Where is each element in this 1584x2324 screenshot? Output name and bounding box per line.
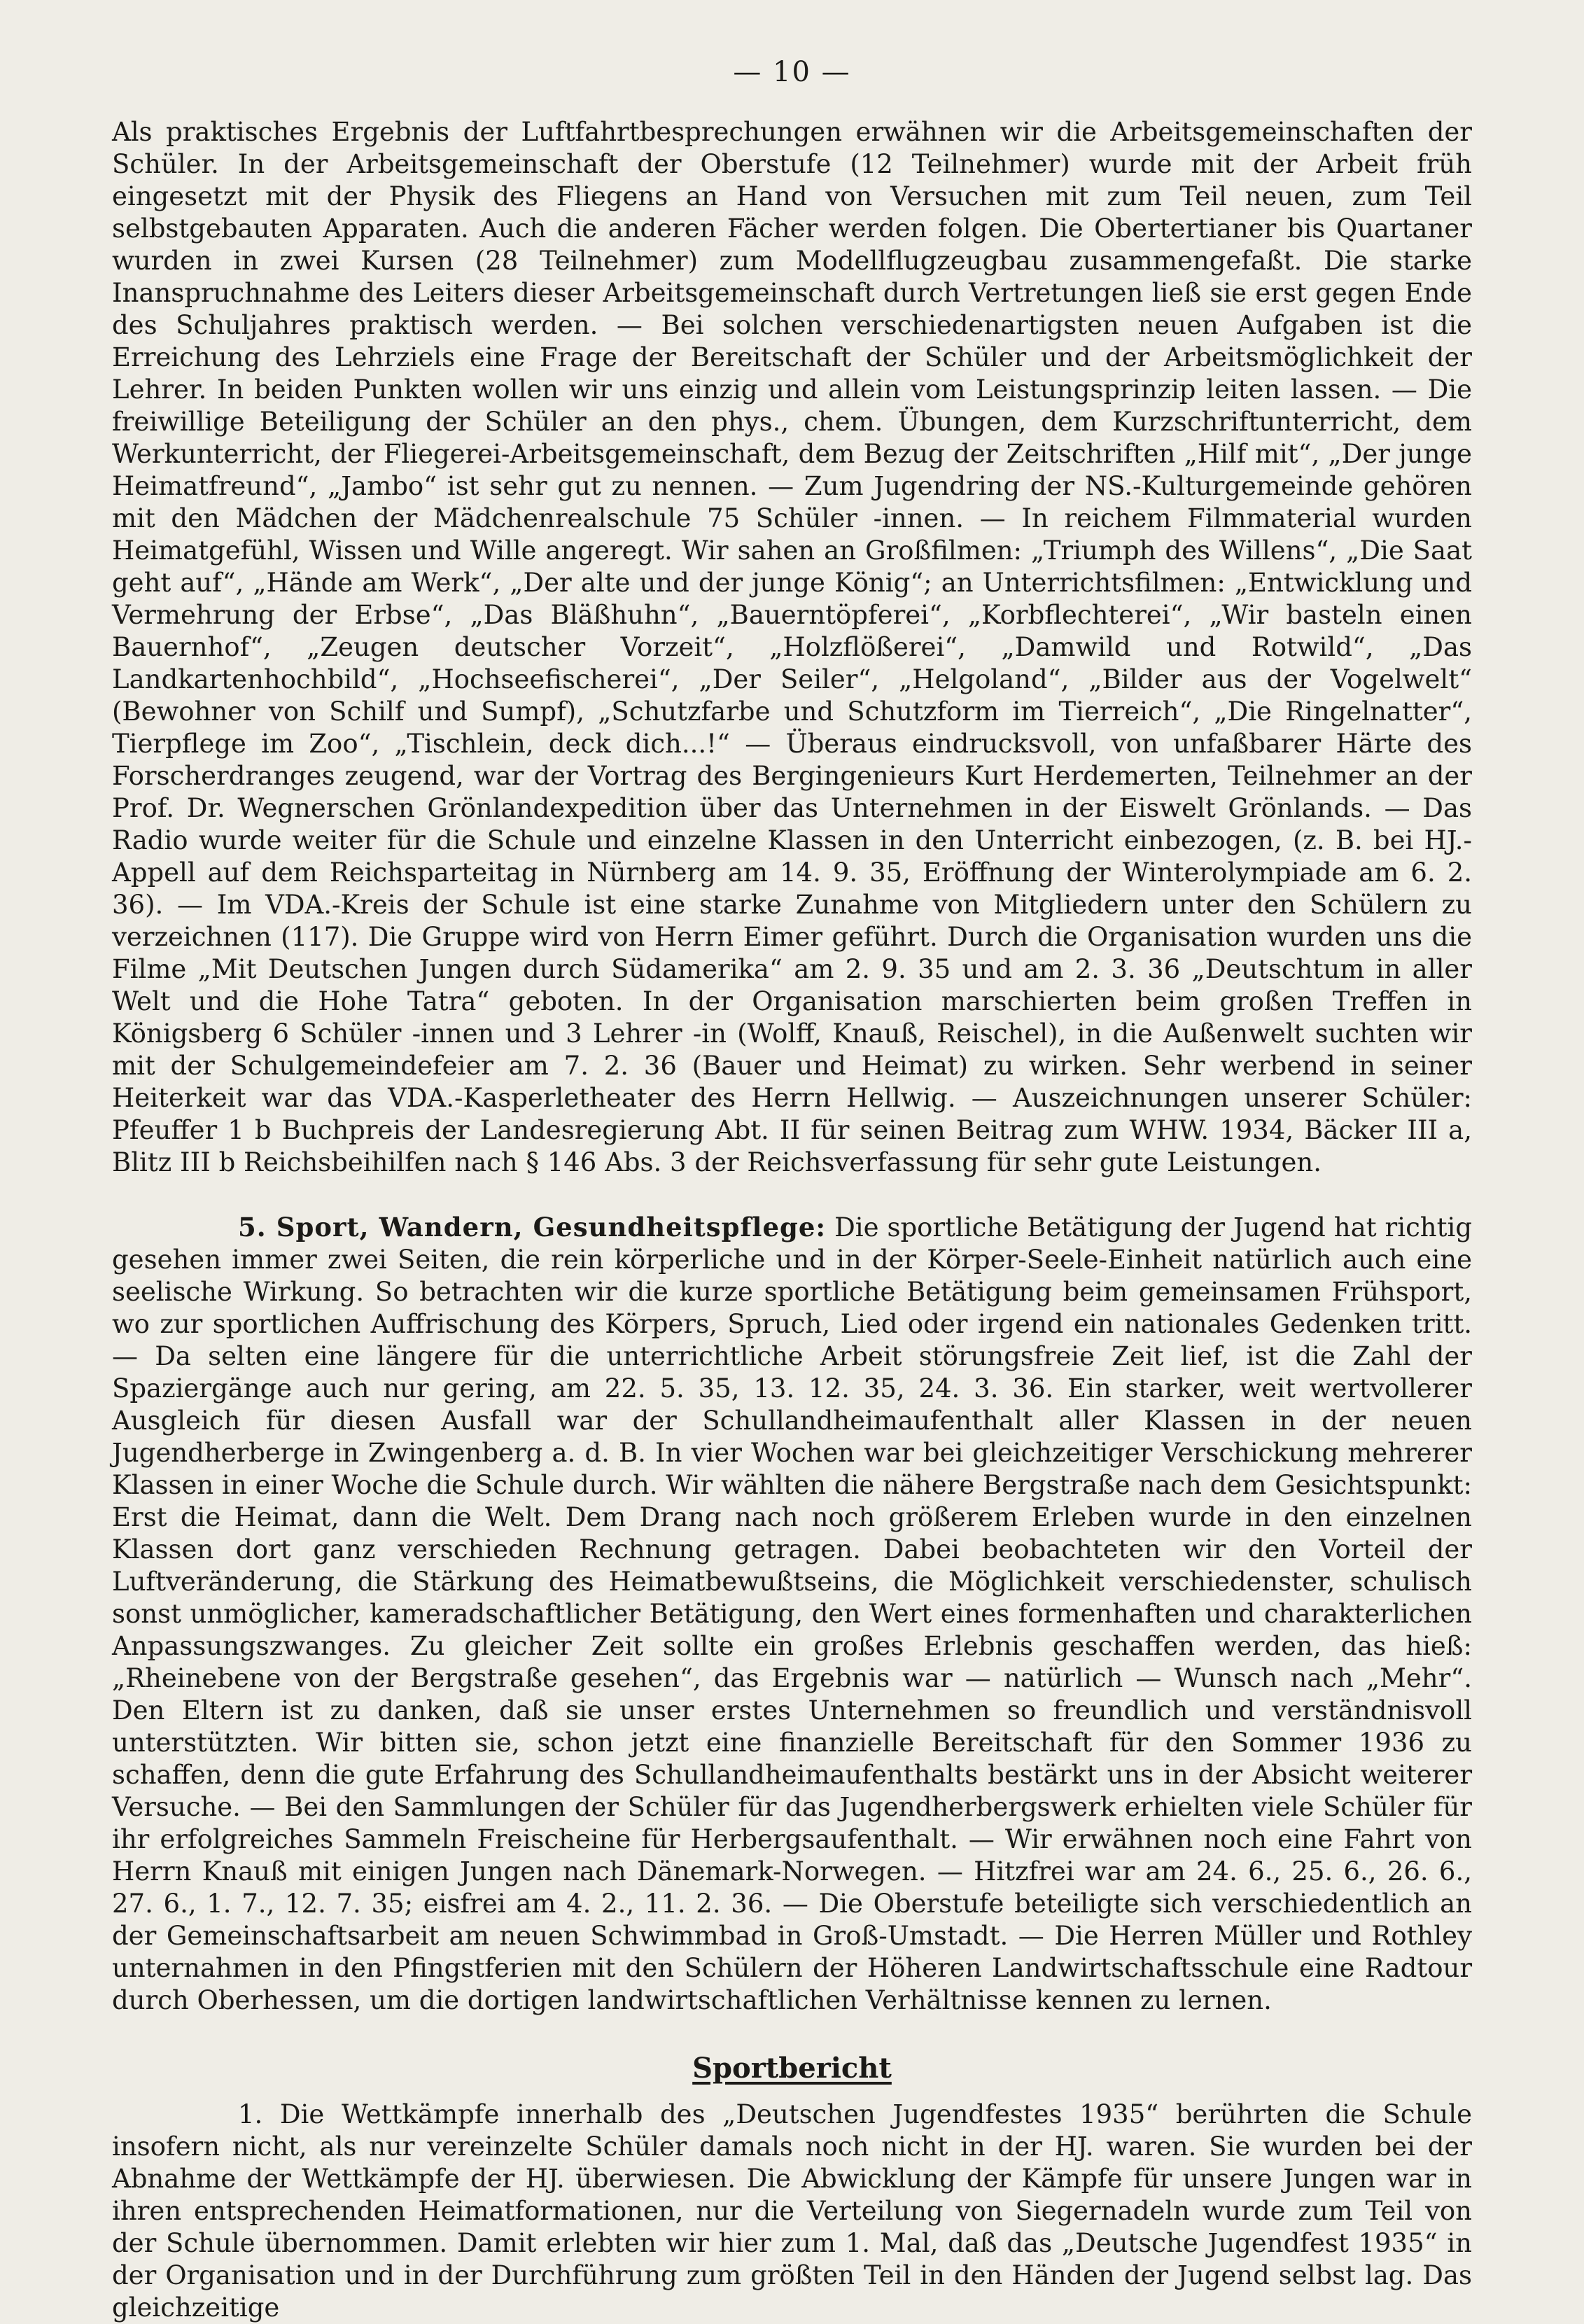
sportbericht-heading <box>112 2052 1472 2085</box>
sportbericht-title: Sportbericht <box>692 2052 892 2085</box>
paragraph-arbeitsgemeinschaften: Als praktisches Ergebnis der Luftfahrtbesprechungen erwähnen wir die Arbeitsgemeinschaften der Schüler. In der Arbeitsgemeinschaft der Oberstufe (12 Teilnehmer) wurde mit der Arbeit früh eingesetzt mit der Physik des Fliegens an Hand von Versuchen mit zum Teil neuen, zum Teil selbstgebauten Apparaten. Auch die anderen Fächer werden folgen. Die Obertertianer bis Quartaner wurden in zwei Kursen (28 Teilnehmer) zum Modellflugzeugbau zusammengefaßt. Die starke Inanspruchnahme des Leiters dieser Arbeitsgemeinschaft durch Vertretungen ließ sie erst gegen Ende des Schuljahres praktisch werden. — Bei solchen verschiedenartigsten neuen Aufgaben ist die Erreichung des Lehrziels eine Frage der Bereitschaft der Schüler und der Arbeitsmöglichkeit der Lehrer. In beiden Punkten wollen wir uns einzig und allein vom Leistungsprinzip leiten lassen. — Die freiwillige Beteiligung der Schüler an den phys., chem. Übungen, dem Kurzschriftunterricht, dem Werkunterricht, der Fliegerei-Arbeitsgemeinschaft, dem Bezug der Zeitschriften „Hilf mit“, „Der junge Heimatfreund“, „Jambo“ ist sehr gut zu nennen. — Zum Jugendring der NS.-Kulturgemeinde gehören mit den Mädchen der Mädchenrealschule 75 Schüler -innen. — In reichem Filmmaterial wurden Heimatgefühl, Wissen und Wille angeregt. Wir sahen an Großfilmen: „Triumph des Willens“, „Die Saat geht auf“, „Hände am Werk“, „Der alte und der junge König“; an Unterrichtsfilmen: „Entwicklung und Vermehrung der Erbse“, „Das Bläßhuhn“, „Bauerntöpferei“, „Korbflechterei“, „Wir basteln einen Bauernhof“, „Zeugen deutscher Vorzeit“, „Holzflößerei“, „Damwild und Rotwild“, „Das Landkartenhochbild“, „Hochseefischerei“, „Der Seiler“, „Helgoland“, „Bilder aus der Vogelwelt“ (Bewohner von Schilf und Sumpf), „Schutzfarbe und Schutzform im Tierreich“, „Die Ringelnatter“, Tierpflege im Zoo“, „Tischlein, deck dich...!“ — Überaus eindrucksvoll, von unfaßbarer Härte des Forscherdranges zeugend, war der Vortrag des Bergingenieurs Kurt Herdemerten, Teilnehmer an der Prof. Dr. Wegnerschen Grönlandexpedition über das Unternehmen in der Eiswelt Grönlands. — Das Radio wurde weiter für die Schule und einzelne Klassen in den Unterricht einbezogen, (z. B. bei HJ.-Appell auf dem Reichsparteitag in Nürnberg am 14. 9. 35, Eröffnung der Winterolympiade am 6. 2. 36). — Im VDA.-Kreis der Schule ist eine starke Zunahme von Mitgliedern unter den Schülern zu verzeichnen (117). Die Gruppe wird von Herrn Eimer geführt. Durch die Organisation wurden uns die Filme „Mit Deutschen Jungen durch Südamerika“ am 2. 9. 35 und am 2. 3. 36 „Deutschtum in aller Welt und die Hohe Tatra“ geboten. In der Organisation marschierten beim großen Treffen in Königsberg 6 Schüler -innen und 3 Lehrer -in (Wolff, Knauß, Reischel), in die Außenwelt suchten wir mit der Schulgemeindefeier am 7. 2. 36 (Bauer und Heimat) zu wirken. Sehr werbend in seiner Heiterkeit war das VDA.-Kasperletheater des Herrn Hellwig. — Auszeichnungen unserer Schüler: Pfeuffer 1 b Buchpreis der Landesregierung Abt. II für seinen Beitrag zum WHW. 1934, Bäcker III a, Blitz III b Reichsbeihilfen nach § 146 Abs. 3 der Reichsverfassung für sehr gute Leistungen. <box>112 117 1472 1177</box>
spacer <box>112 1179 1472 1211</box>
section-5-text: Die sportliche Betätigung der Jugend hat richtig gesehen immer zwei Seiten, die rein körperliche und in der Körper-Seele-Einheit natürlich auch eine seelische Wirkung. So betrachten wir die kurze sportliche Betätigung beim gemeinsamen Frühsport, wo zur sportlichen Auffrischung des Körpers, Spruch, Lied oder irgend ein nationales Gedenken tritt. — Da selten eine längere für die unterrichtliche Arbeit störungsfreie Zeit lief, ist die Zahl der Spaziergänge auch nur gering, am 22. 5. 35, 13. 12. 35, 24. 3. 36. Ein starker, weit wertvollerer Ausgleich für diesen Ausfall war der Schullandheimaufenthalt aller Klassen in der neuen Jugendherberge in Zwingenberg a. d. B. In vier Wochen war bei gleichzeitiger Verschickung mehrerer Klassen in einer Woche die Schule durch. Wir wählten die nähere Bergstraße nach dem Gesichtspunkt: Erst die Heimat, dann die Welt. Dem Drang nach noch größerem Erleben wurde in den einzelnen Klassen dort ganz verschieden Rechnung getragen. Dabei beobachteten wir den Vorteil der Luftveränderung, die Stärkung des Heimatbewußtseins, die Möglichkeit verschiedenster, schulisch sonst unmöglicher, kameradschaftlicher Betätigung, den Wert eines formenhaften und charakterlichen Anpassungszwanges. Zu gleicher Zeit sollte ein großes Erlebnis geschaffen werden, das hieß: „Rheinebene von der Bergstraße gesehen“, das Ergebnis war — natürlich — Wunsch nach „Mehr“. Den Eltern ist zu danken, daß sie unser erstes Unternehmen so freundlich und verständnisvoll unterstützten. Wir bitten sie, schon jetzt eine finanzielle Bereitschaft für den Sommer 1936 zu schaffen, denn die gute Erfahrung des Schullandheimaufenthalts bestärkt uns in der Absicht weiterer Versuche. — Bei den Sammlungen der Schüler für das Jugendherbergswerk erhielten viele Schüler für ihr erfolgreiches Sammeln Freischeine für Herbergsaufenthalt. — Wir erwähnen noch eine Fahrt von Herrn Knauß mit einigen Jungen nach Dänemark-Norwegen. — Hitzfrei war am 24. 6., 25. 6., 26. 6., 27. 6., 1. 7., 12. 7. 35; eisfrei am 4. 2., 11. 2. 36. — Die Oberstufe beteiligte sich verschiedentlich an der Gemeinschaftsarbeit am neuen Schwimmbad in Groß-Umstadt. — Die Herren Müller und Rothley unternahmen in den Pfingstferien mit den Schülern der Höheren Landwirtschaftsschule eine Radtour durch Oberhessen, um die dortigen landwirtschaftlichen Verhältnisse kennen zu lernen. <box>112 1212 1473 2015</box>
section-5-title: 5. Sport, Wandern, Gesundheitspflege: <box>238 1212 827 1242</box>
page-number: — 10 — <box>733 56 851 88</box>
section-5-paragraph <box>112 1211 1472 2017</box>
sportbericht-paragraph: 1. Die Wettkämpfe innerhalb des „Deutschen Jugendfestes 1935“ berührten die Schule insofern nicht, als nur vereinzelte Schüler damals noch nicht in der HJ. waren. Sie wurden bei der Abnahme der Wettkämpfe der HJ. überwiesen. Die Abwicklung der Kämpfe für unsere Jungen war in ihren entsprechenden Heimatformationen, nur die Verteilung von Siegernadeln wurde zum Teil von der Schule übernommen. Damit erlebten wir hier zum 1. Mal, daß das „Deutsche Jugendfest 1935“ in der Organisation und in der Durchführung zum größten Teil in den Händen der Jugend selbst lag. Das gleichzeitige <box>112 2099 1472 2323</box>
